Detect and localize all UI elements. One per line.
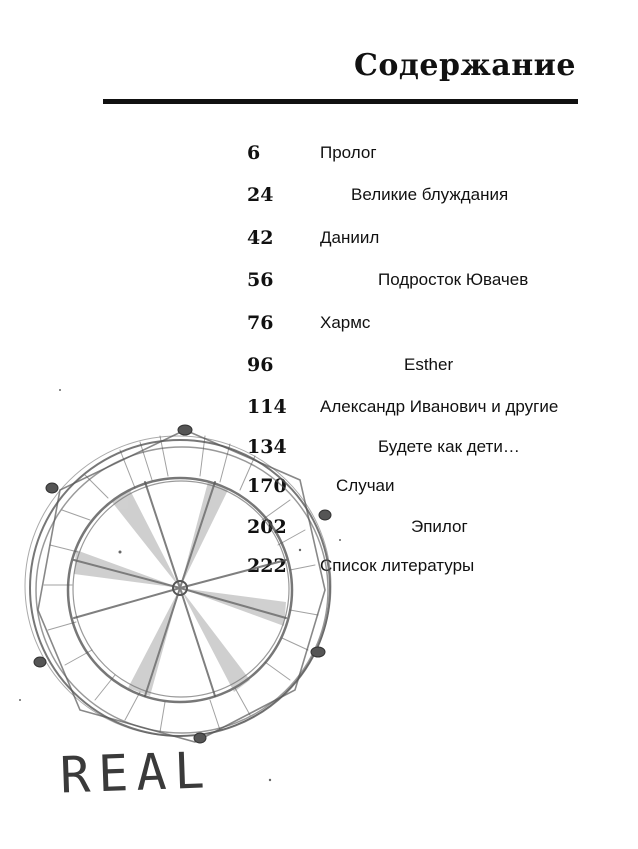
- toc-entry: [0, 184, 638, 208]
- toc-page-number: 24: [247, 184, 274, 206]
- toc-entry-title: Случаи: [336, 476, 395, 495]
- toc-page-number: 76: [247, 312, 274, 334]
- toc-entry-title: Хармс: [320, 313, 371, 332]
- toc-entry: [0, 269, 638, 293]
- toc-entry-title: Александр Иванович и другие: [320, 397, 559, 416]
- toc-entry: [0, 312, 638, 336]
- toc-entry-title: Даниил: [320, 228, 380, 247]
- toc-entry-title: Esther: [404, 355, 454, 374]
- toc-page-number: 170: [247, 475, 287, 497]
- toc-page-number: 222: [247, 555, 287, 577]
- toc-entry-title: Подросток Ювачев: [378, 270, 529, 289]
- toc-page-number: 114: [247, 396, 287, 418]
- toc-page-number: 6: [247, 142, 261, 164]
- toc-page-number: 134: [247, 436, 287, 458]
- title-rule: [103, 99, 578, 104]
- toc-entry-title: Эпилог: [411, 517, 468, 536]
- page-title: Содержание: [354, 48, 576, 83]
- toc-entry-title: Список литературы: [320, 556, 475, 575]
- toc-entry-title: Великие блуждания: [351, 185, 509, 204]
- toc-entry-title: Будете как дети…: [378, 437, 520, 456]
- toc-page-number: 202: [247, 516, 287, 538]
- toc-entry: [0, 227, 638, 251]
- toc-page-number: 96: [247, 354, 274, 376]
- toc-entry: [0, 142, 638, 166]
- sketch-caption: REAL: [59, 741, 214, 805]
- toc-page-number: 56: [247, 269, 274, 291]
- toc-page-number: 42: [247, 227, 274, 249]
- toc-entry-title: Пролог: [320, 143, 377, 162]
